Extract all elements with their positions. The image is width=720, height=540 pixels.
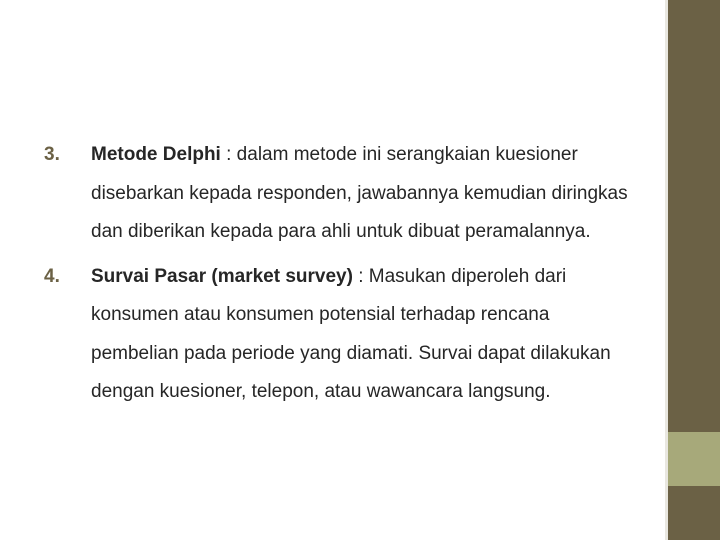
item-term: Metode Delphi	[91, 144, 221, 165]
list-item-text	[91, 136, 631, 252]
list-number: 3.	[44, 144, 60, 165]
item-term: Survai Pasar (market survey)	[91, 265, 353, 287]
list-item-4	[44, 258, 644, 412]
sidebar-accent-block	[668, 432, 720, 486]
item-description: : dalam metode ini serangkaian kuesioner disebarkan kepada responden, jawabannya kemudian diringkas dan diberikan kepada para ahli untuk dibuat peramalannya.	[91, 144, 628, 242]
list-item-text	[91, 258, 631, 412]
numbered-list	[44, 136, 644, 412]
list-number: 4.	[44, 265, 60, 287]
list-item-3	[44, 136, 644, 252]
item-description: : Masukan diperoleh dari konsumen atau konsumen potensial terhadap rencana pembelian pada periode yang diamati. Survai dapat dilakukan dengan kuesioner, telepon, atau wawancara langsung.	[91, 265, 611, 402]
